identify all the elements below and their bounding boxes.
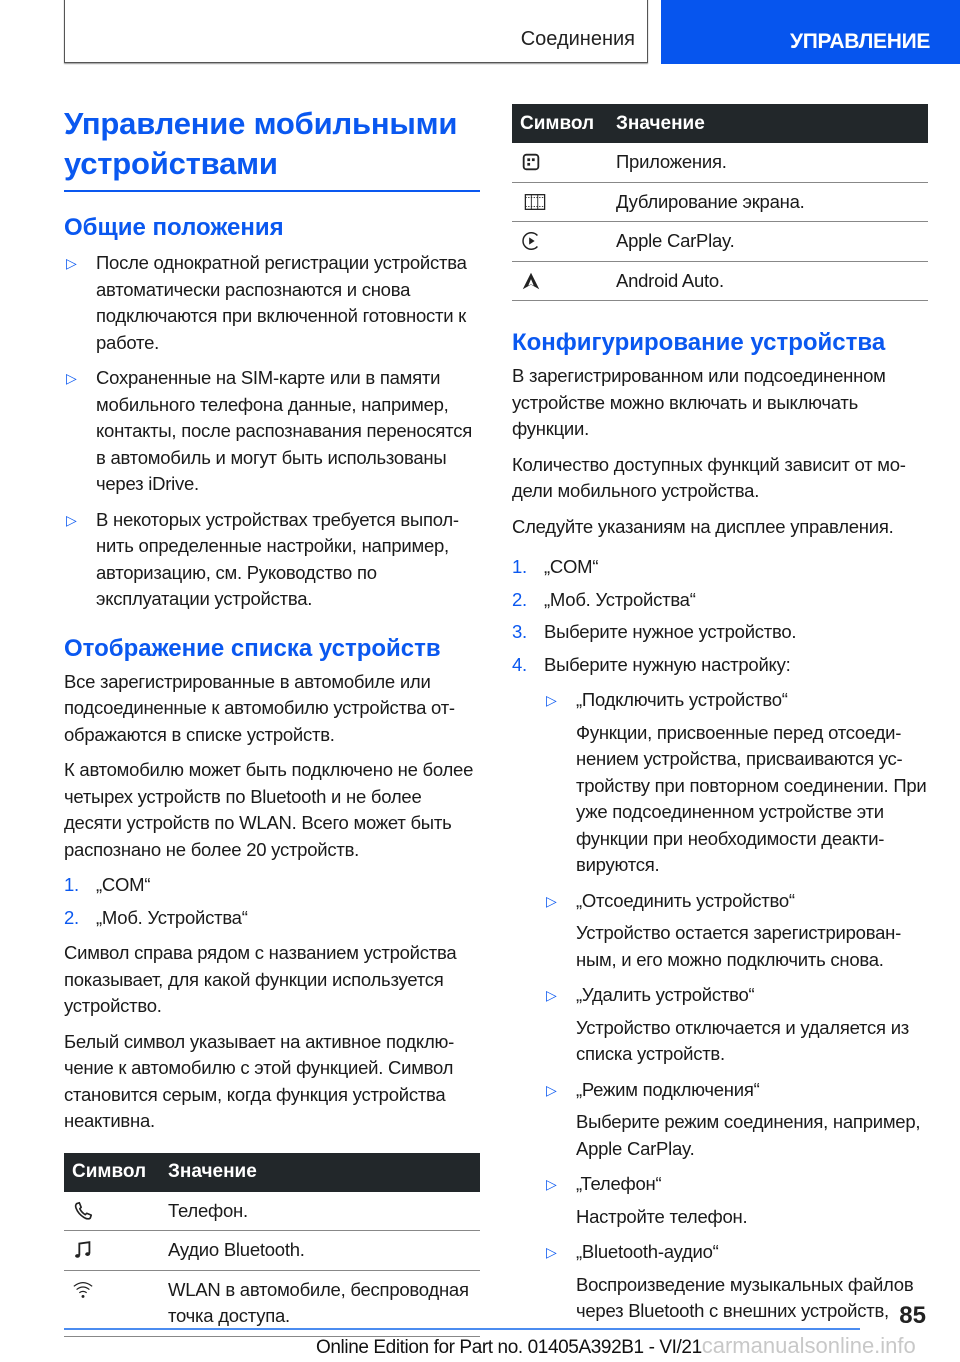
option-item: ▷ „Отсоединить устройство“ (512, 888, 928, 915)
paragraph: Символ справа рядом с названием устройства показывает, для какой функции используется устройство. (64, 942, 457, 1016)
bullet-item: ▷ В некоторых устройствах требуется выполнить определенные настройки, например, авторизацию, см. Руководство по эксплуатации устройства. (66, 508, 460, 609)
step-item: 2. „Моб. Устройства“ (64, 905, 480, 932)
section-tab-label: Соединения (520, 28, 635, 50)
chapter-tab-control[interactable] (661, 0, 960, 64)
step-number: 1. (512, 556, 527, 577)
page-number: 85 (899, 1302, 926, 1329)
table-row (64, 1192, 480, 1231)
step-number: 3. (512, 621, 527, 642)
option-item: ▷ „Удалить устройство“ (512, 982, 928, 1009)
column-header-symbol: Символ (512, 104, 608, 143)
step-number: 4. (512, 653, 527, 675)
left-column (64, 104, 480, 1337)
wifi-icon (72, 1279, 160, 1301)
row-meaning: Приложения. (608, 143, 928, 182)
table-row (512, 143, 928, 182)
section-heading-device-list: Отображение списка устройств (64, 634, 441, 662)
table-row (512, 261, 928, 301)
triangle-bullet-icon: ▷ (66, 511, 77, 528)
section-heading-general: Общие положения (64, 214, 284, 241)
row-meaning: Дублирование экрана. (608, 182, 928, 222)
page-title (64, 104, 480, 192)
chapter-tab-label: УПРАВЛЕНИЕ (790, 30, 931, 53)
triangle-bullet-icon: ▷ (546, 692, 557, 708)
footer-edition (316, 1333, 916, 1359)
watermark: carmanualsonline.info (701, 1333, 916, 1358)
right-column (512, 104, 928, 1325)
row-meaning: Аудио Bluetooth. (160, 1231, 480, 1271)
symbol-table-connections (64, 1153, 480, 1337)
row-meaning: Телефон. (160, 1192, 480, 1231)
column-header-meaning: Значение (160, 1153, 480, 1192)
paragraph: Все зарегистрированные в автомобиле или подсоединенные к автомобилю устройства отображаются в списке устройств. (64, 670, 456, 745)
option-description: Выберите режим соединения, например, Apple CarPlay. (576, 1111, 921, 1159)
triangle-bullet-icon: ▷ (66, 370, 77, 386)
paragraph: К автомобилю может быть подключено не более четырех устройств по Bluetooth и не более десяти устройств по WLAN. Всего может быть распознано не более 20 устройств. (64, 759, 474, 860)
paragraph: Количество доступных функций зависит от модели мобильного устройства. (512, 453, 906, 501)
paragraph: Белый символ указывает на активное подключение к автомобилю с этой функцией. Символ становится серым, когда функция устройства неактивна. (64, 1030, 455, 1131)
option-description: Функции, присвоенные перед отсоединением устройства, присваиваются устройству при повторном соединении. При уже подсоединенном устройстве эти функции при необходимости деактивируются. (576, 721, 927, 875)
step-item: 3. Выберите нужное устройство. (512, 619, 928, 646)
option-description: Воспроизведение музыкальных файлов через Bluetooth с внешних устройств, (576, 1273, 914, 1321)
symbol-table-functions (512, 104, 928, 301)
option-item: ▷ „Подключить устройство“ (512, 687, 928, 714)
step-item: 2. „Моб. Устройства“ (512, 587, 928, 614)
step-item: 1. „COM“ (512, 554, 928, 581)
section-heading-config: Конфигурирование устройства (512, 329, 886, 356)
option-description: Настройте телефон. (576, 1205, 748, 1227)
paragraph: В зарегистрированном или подсоединенном устройстве можно включать и выключать функции. (512, 365, 886, 439)
column-header-symbol: Символ (64, 1153, 160, 1192)
row-meaning: Android Auto. (608, 261, 928, 301)
column-header-meaning: Значение (608, 104, 928, 143)
table-row (64, 1270, 480, 1336)
option-item: ▷ „Режим подключения“ (512, 1077, 928, 1104)
option-item: ▷ „Телефон“ (512, 1171, 928, 1198)
row-meaning: Apple CarPlay. (608, 222, 928, 262)
triangle-bullet-icon: ▷ (546, 987, 557, 1003)
triangle-bullet-icon: ▷ (546, 1244, 557, 1260)
step-number: 2. (512, 588, 527, 610)
option-item: ▷ „Bluetooth-аудио“ (512, 1239, 928, 1266)
triangle-bullet-icon: ▷ (546, 1176, 557, 1192)
edition-text: Online Edition for Part no. 01405A392B1 - VI/21 (316, 1337, 702, 1358)
footer-divider (64, 1328, 860, 1330)
paragraph: Следуйте указаниям на дисплее управления. (512, 515, 894, 537)
step-number: 1. (64, 874, 79, 895)
bullet-item: ▷ Сохраненные на SIM-карте или в памяти мобильного телефона данные, например, контакты, после распознавания переносятся в автомобиль и могут быть использованы через iDrive. (66, 367, 472, 494)
bullet-item: ▷ После однократной регистрации устройства автоматически распознаются и снова подключаются при включенной готовности к работе. (66, 252, 467, 353)
step-item: 1. „COM“ (64, 872, 480, 899)
android-auto-icon (520, 270, 608, 292)
option-description: Устройство остается зарегистрированным, и его можно подключить снова. (576, 922, 902, 970)
step-number: 2. (64, 906, 79, 928)
apps-icon (520, 151, 608, 173)
screen-mirroring-icon (520, 191, 608, 213)
section-tab-connections[interactable] (64, 0, 648, 63)
carplay-icon (520, 230, 608, 252)
page-title-line1: Управление мобильными (64, 106, 458, 141)
phone-icon (72, 1200, 160, 1222)
row-meaning: WLAN в автомобиле, беспроводная точка доступа. (160, 1270, 480, 1336)
table-row (512, 222, 928, 262)
table-row (64, 1231, 480, 1271)
triangle-bullet-icon: ▷ (66, 255, 77, 271)
step-item: 4. Выберите нужную настройку: (512, 652, 928, 679)
triangle-bullet-icon: ▷ (546, 892, 557, 909)
page-title-line2: устройствами (64, 146, 278, 181)
music-note-icon (72, 1239, 160, 1261)
table-row (512, 182, 928, 222)
option-description: Устройство отключается и удаляется из списка устройств. (576, 1016, 910, 1064)
triangle-bullet-icon: ▷ (546, 1081, 557, 1098)
